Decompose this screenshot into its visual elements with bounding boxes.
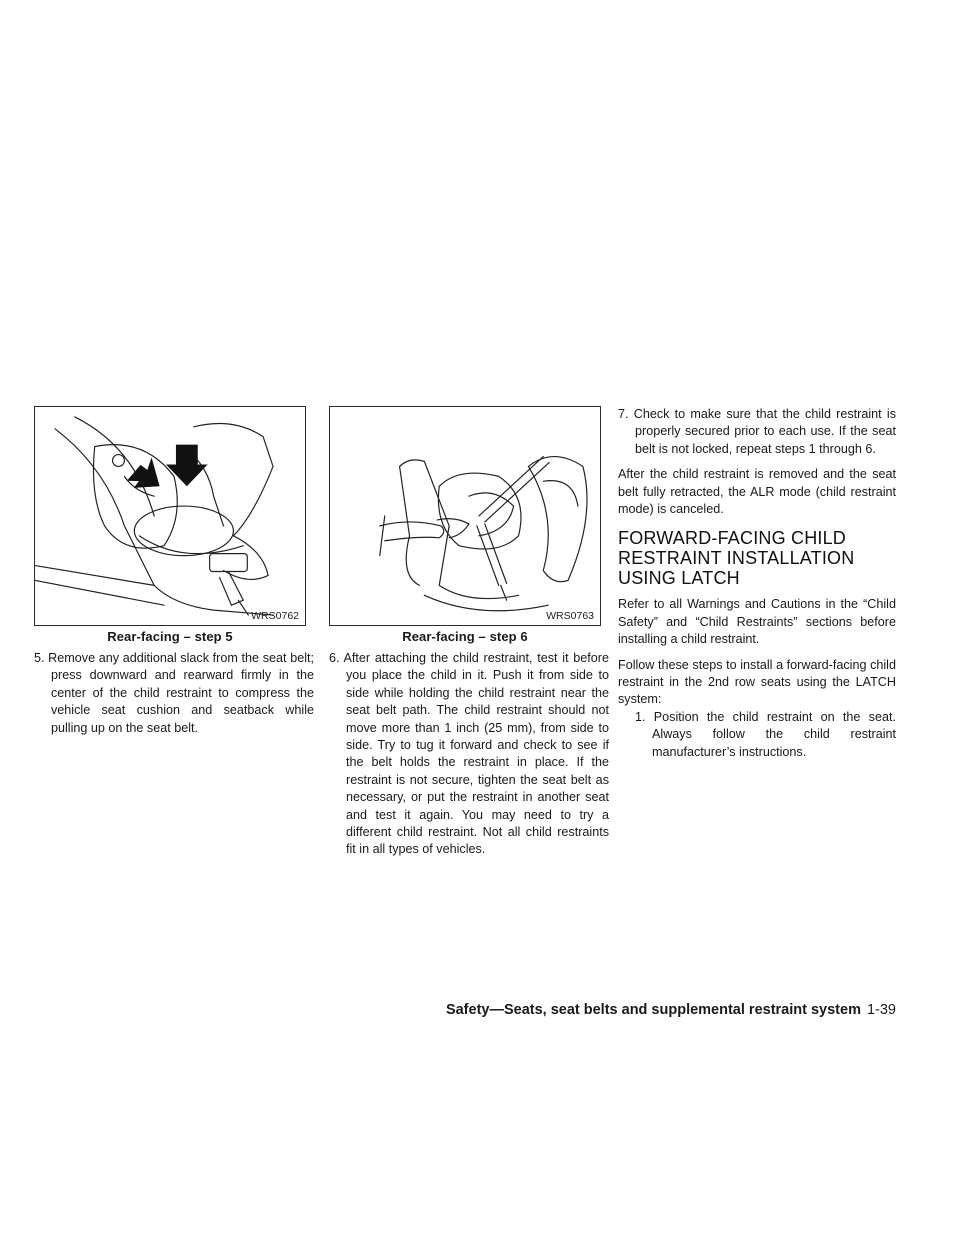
seat-illustration-step-6 [330,407,600,625]
page-footer [446,1002,896,1018]
figure-code: WRS0763 [546,610,594,622]
seat-illustration-step-5 [35,407,305,625]
step-1-text: 1. Position the child restraint on the seat. Always follow the child restraint manufacturer’s instructions. [635,709,896,759]
figure-rear-facing-step-5 [34,406,306,626]
column-3 [618,406,896,761]
figure-rear-facing-step-6 [329,406,601,626]
step-7-text: 7. Check to make sure that the child restraint is properly secured prior to each use. If the seat belt is not locked, repeat steps 1 through 6. [618,407,896,456]
section-title: Safety—Seats, seat belts and supplemental restraint system [445,1002,861,1018]
figure-caption: Rear-facing – step 6 [402,629,528,644]
section-heading: FORWARD-FACING CHILD RESTRAINT INSTALLATION USING LATCH [618,528,855,589]
column-1 [34,406,314,737]
alr-mode-paragraph: After the child restraint is removed and the seat belt fully retracted, the ALR mode (child restraint mode) is canceled. [618,467,896,517]
warnings-paragraph: Refer to all Warnings and Cautions in the “Child Safety” and “Child Restraints” sections before installing a child restraint. [618,597,896,647]
latch-intro-paragraph: Follow these steps to install a forward-facing child restraint in the 2nd row seats using the LATCH system: [618,657,896,707]
column-2 [329,406,609,859]
step-5-text: 5. Remove any additional slack from the seat belt; press downward and rearward firmly in the center of the child restraint to compress the vehicle seat cushion and seatback while pulling up on the seat belt. [34,651,314,735]
figure-caption: Rear-facing – step 5 [107,629,233,644]
figure-code: WRS0762 [251,610,299,622]
step-6-text: 6. After attaching the child restraint, test it before you place the child in it. Push it from side to side while holding the child restraint near the seat belt path. The child restraint should not move more than 1 inch (25 mm), from side to side. Try to tug it forward and check to see if the belt holds the restraint in place. If the restraint is not secure, tighten the seat belt as necessary, or put the restraint in another seat and test it again. You may need to try a different child restraint. Not all child restraints fit in all types of vehicles. [329,651,609,857]
page-number: 1-39 [866,1002,896,1018]
